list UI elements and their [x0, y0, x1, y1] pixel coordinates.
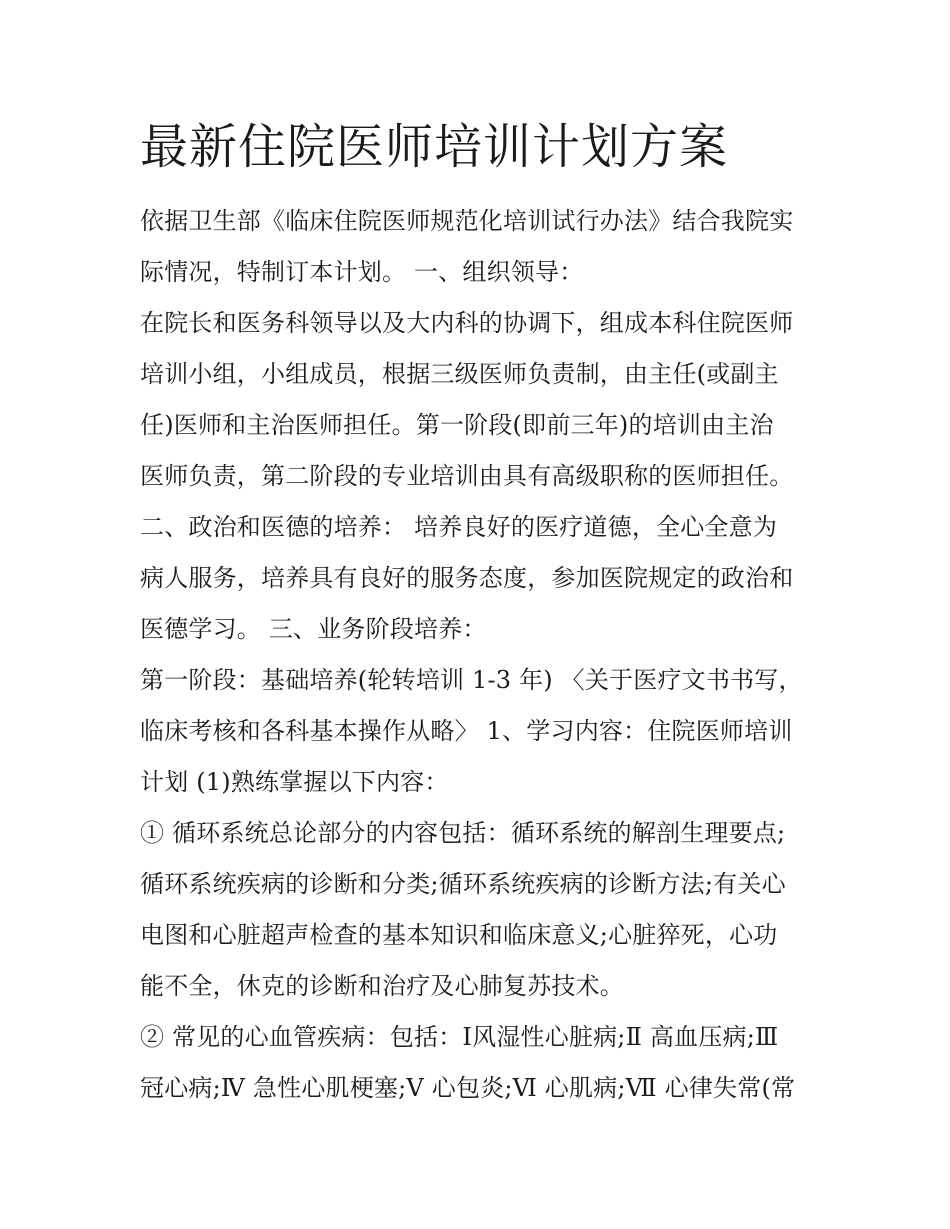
text-line: 在院长和医务科领导以及大内科的协调下，组成本科住院医师: [140, 309, 794, 337]
text-line: 际情况，特制订本计划。 一、组织领导：: [140, 258, 584, 286]
text-line: ② 常见的心血管疾病：包括：Ⅰ风湿性心脏病;Ⅱ 高血压病;Ⅲ: [140, 1023, 779, 1051]
text-line: 二、政治和医德的培养： 培养良好的医疗道德，全心全意为: [140, 513, 778, 541]
text-line: 任)医师和主治医师担任。第一阶段(即前三年)的培训由主治: [140, 411, 774, 439]
text-line: ① 循环系统总论部分的内容包括：循环系统的解剖生理要点;: [140, 819, 786, 847]
text-line: 病人服务，培养具有良好的服务态度，参加医院规定的政治和: [140, 564, 794, 592]
text-line: 依据卫生部《临床住院医师规范化培训试行办法》结合我院实: [140, 207, 794, 235]
text-line: 医师负责，第二阶段的专业培训由具有高级职称的医师担任。: [140, 462, 794, 490]
text-line: 临床考核和各科基本操作从略〉 1、学习内容：住院医师培训: [140, 717, 793, 745]
text-line: 电图和心脏超声检查的基本知识和临床意义;心脏猝死，心功: [140, 921, 778, 949]
text-line: 培训小组，小组成员，根据三级医师负责制，由主任(或副主: [140, 360, 779, 388]
document-title: 最新住院医师培训计划方案: [140, 119, 729, 175]
text-line: 第一阶段：基础培养(轮转培训 1-3 年) 〈关于医疗文书书写，: [140, 666, 803, 694]
text-line: 能不全，休克的诊断和治疗及心肺复苏技术。: [140, 972, 624, 1000]
text-line: 冠心病;Ⅳ 急性心肌梗塞;Ⅴ 心包炎;Ⅵ 心肌病;Ⅶ 心律失常(常: [140, 1074, 796, 1102]
document-body: [140, 196, 820, 1114]
text-line: 医德学习。 三、业务阶段培养：: [140, 615, 487, 643]
text-line: 循环系统疾病的诊断和分类;循环系统疾病的诊断方法;有关心: [140, 870, 786, 898]
text-line: 计划 (1)熟练掌握以下内容：: [140, 768, 449, 796]
